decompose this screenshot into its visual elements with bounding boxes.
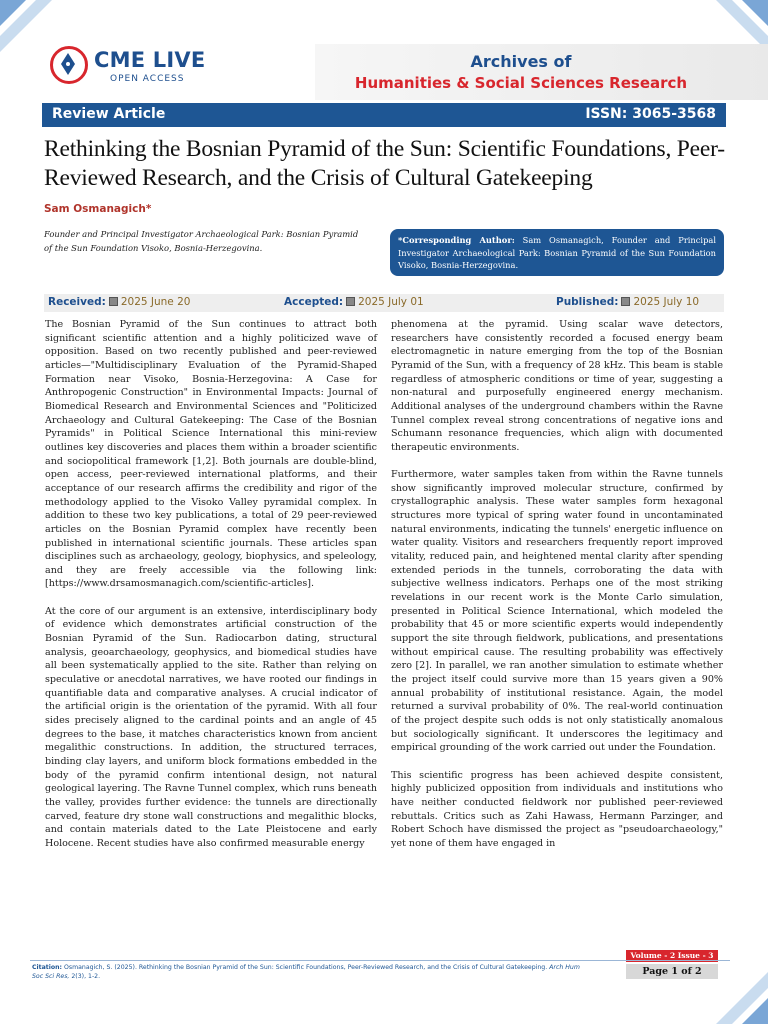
body-paragraph: phenomena at the pyramid. Using scalar wave detectors, researchers have consistently recorded a focused energy beam electromagnetic in nature emerging from the top of the Bosnian Pyramid of the Sun, with a frequency of 28 kHz. This beam is stable regardless of atmospheric conditions or time of year, suggesting a non-natural and purposefully engineered energy mechanism. Additional analyses of the underground chambers within the Ravne Tunnel complex reveal strong concentrations of negative ions and Schumann resonance frequencies, which align with documented therapeutic environments. [391, 319, 723, 453]
corner-decoration-bottom-right [678, 934, 768, 1024]
author-link[interactable]: Sam Osmanagich* [44, 203, 152, 215]
volume-issue-badge: Volume - 2 Issue - 3 [626, 950, 718, 962]
body-column-right [391, 318, 723, 864]
corresponding-author-box [390, 229, 724, 276]
page-number-badge: Page 1 of 2 [626, 964, 718, 979]
publisher-logo [48, 44, 218, 90]
body-paragraph: The Bosnian Pyramid of the Sun continues to attract both significant scientific attention and a highly politicized wave of opposition. Based on two recently published and peer-reviewed articles—"Multidisciplinary Evaluation of the Pyramid-Shaped Formation near Visoko, Bosnia-Herzegovina: A Case for Anthropogenic Construction" in Environmental Impacts: Journal of Biomedical Research and Environmental Sciences and "Politicized Archaeology and Cultural Gatekeeping: The Case of the Bosnian Pyramids" in Political Science International this mini-review outlines key discoveries and places them within a broader scientific and sociopolitical framework [1,2]. Both journals are double-blind, open access, peer-reviewed international platforms, and their acceptance of our research affirms the credibility and rigor of the methodology applied to the Visoko Valley pyramidal complex. In addition to these two key publications, a total of 29 peer-reviewed articles on the Bosnian Pyramid complex have recently been published in international scientific journals. These articles span disciplines such as archaeology, geology, biophysics, and speleology, and they are freely accessible via the following link: [https://www.drsamosmanagich.com/scientific-articles]. [45, 319, 377, 590]
published-date: Published: 2025 July 10 [556, 296, 700, 308]
journal-header [0, 0, 768, 100]
author-affiliation: Founder and Principal Investigator Archaeological Park: Bosnian Pyramid of the Sun Foundation Visoko, Bosnia-Herzegovina. [44, 229, 359, 253]
corresponding-text: Sam Osmanagich, Founder and Principal Investigator Archaeological Park: Bosnian Pyramid of the Sun Foundation Visoko, Bosnia-Herzegovina. [398, 235, 716, 270]
body-paragraph: At the core of our argument is an extensive, interdisciplinary body of evidence which demonstrates artificial construction of the Bosnian Pyramid of the Sun. Radiocarbon dating, structural analysis, geoarchaeology, geophysics, and biomedical studies have all been systematically applied to the site. Rather than relying on speculative or anecdotal narratives, we have rooted our findings in quantifiable data and comparative analyses. A crucial indicator of the artificial origin is the orientation of the pyramid. With all four sides precisely aligned to the cardinal points and an angle of 45 degrees to the base, it matches characteristics known from ancient megalithic constructions. In addition, the structured terraces, binding clay layers, and uniform block formations embedded in the body of the pyramid confirm intentional design, not natural geological layering. The Ravne Tunnel complex, which runs beneath the valley, provides further evidence: the tunnels are directionally carved, feature dry stone wall constructions and megalithic blocks, and contain materials dated to the Late Pleistocene and early Holocene. Recent studies have also confirmed measurable energy [45, 605, 377, 849]
calendar-icon [346, 297, 355, 306]
pen-nib-icon [58, 52, 78, 76]
journal-title-box [315, 44, 768, 100]
accepted-date: Accepted: 2025 July 01 [284, 296, 424, 308]
journal-title-line2: Humanities & Social Sciences Research [354, 74, 688, 92]
calendar-icon [109, 297, 118, 306]
body-paragraph: This scientific progress has been achieved despite consistent, highly publicized opposition from individuals and institutions who have neither conducted fieldwork nor published peer-reviewed rebuttals. Critics such as Zahi Hawass, Hermann Parzinger, and Robert Schoch have dismissed the project as "pseudoarchaeology," yet none of them have engaged in [391, 769, 723, 849]
article-type: Review Article [52, 106, 166, 122]
journal-title-line1: Archives of [470, 52, 572, 71]
body-paragraph: Furthermore, water samples taken from within the Ravne tunnels show significantly improved molecular structure, confirmed by crystallographic analysis. These water samples form hexagonal structures more typical of spring water found in uncontaminated natural environments, indicating the tunnels' energetic influence on water quality. Visitors and researchers frequently report improved vitality, reduced pain, and heightened mental clarity after spending extended periods in the tunnels, corroborating the data with subjective wellness indicators. Perhaps one of the most striking revelations in our recent work is the Monte Carlo simulation, presented in Political Science International, which modeled the probability that 45 or more scientific experts would independently support the site through fieldwork, publications, and presentations without empirical cause. The resulting probability was effectively zero [2]. In parallel, we ran another simulation to estimate whether the project itself could survive more than 15 years given a 90% annual probability of institutional resistance. Again, the model returned a survival probability of 0%. The real-world continuation of the project despite such odds is not only statistically anomalous but sociologically significant. It underscores the legitimacy and empirical grounding of the work carried out under the Foundation. [391, 469, 723, 754]
issn: ISSN: 3065-3568 [585, 106, 716, 122]
citation: Citation: Osmanagich, S. (2025). Rethinking the Bosnian Pyramid of the Sun: Scientific Foundations, Peer-Reviewed Research, and the Crisis of Cultural Gatekeeping. Arch Hum Soc Sci Res, 2(3), 1-2. [32, 964, 580, 980]
body-column-left [45, 318, 377, 864]
received-date: Received: 2025 June 20 [48, 296, 191, 308]
logo-name: CME LIVE [94, 48, 206, 72]
dates-bar [44, 294, 724, 312]
corresponding-label: *Corresponding Author: [398, 235, 515, 245]
article-type-bar [42, 103, 726, 127]
footer-divider [30, 960, 730, 961]
article-title: Rethinking the Bosnian Pyramid of the Sun: Scientific Foundations, Peer-Reviewed Research, and the Crisis of Cultural Gatekeeping [44, 136, 725, 191]
logo-subtitle: OPEN ACCESS [110, 74, 185, 84]
calendar-icon [621, 297, 630, 306]
